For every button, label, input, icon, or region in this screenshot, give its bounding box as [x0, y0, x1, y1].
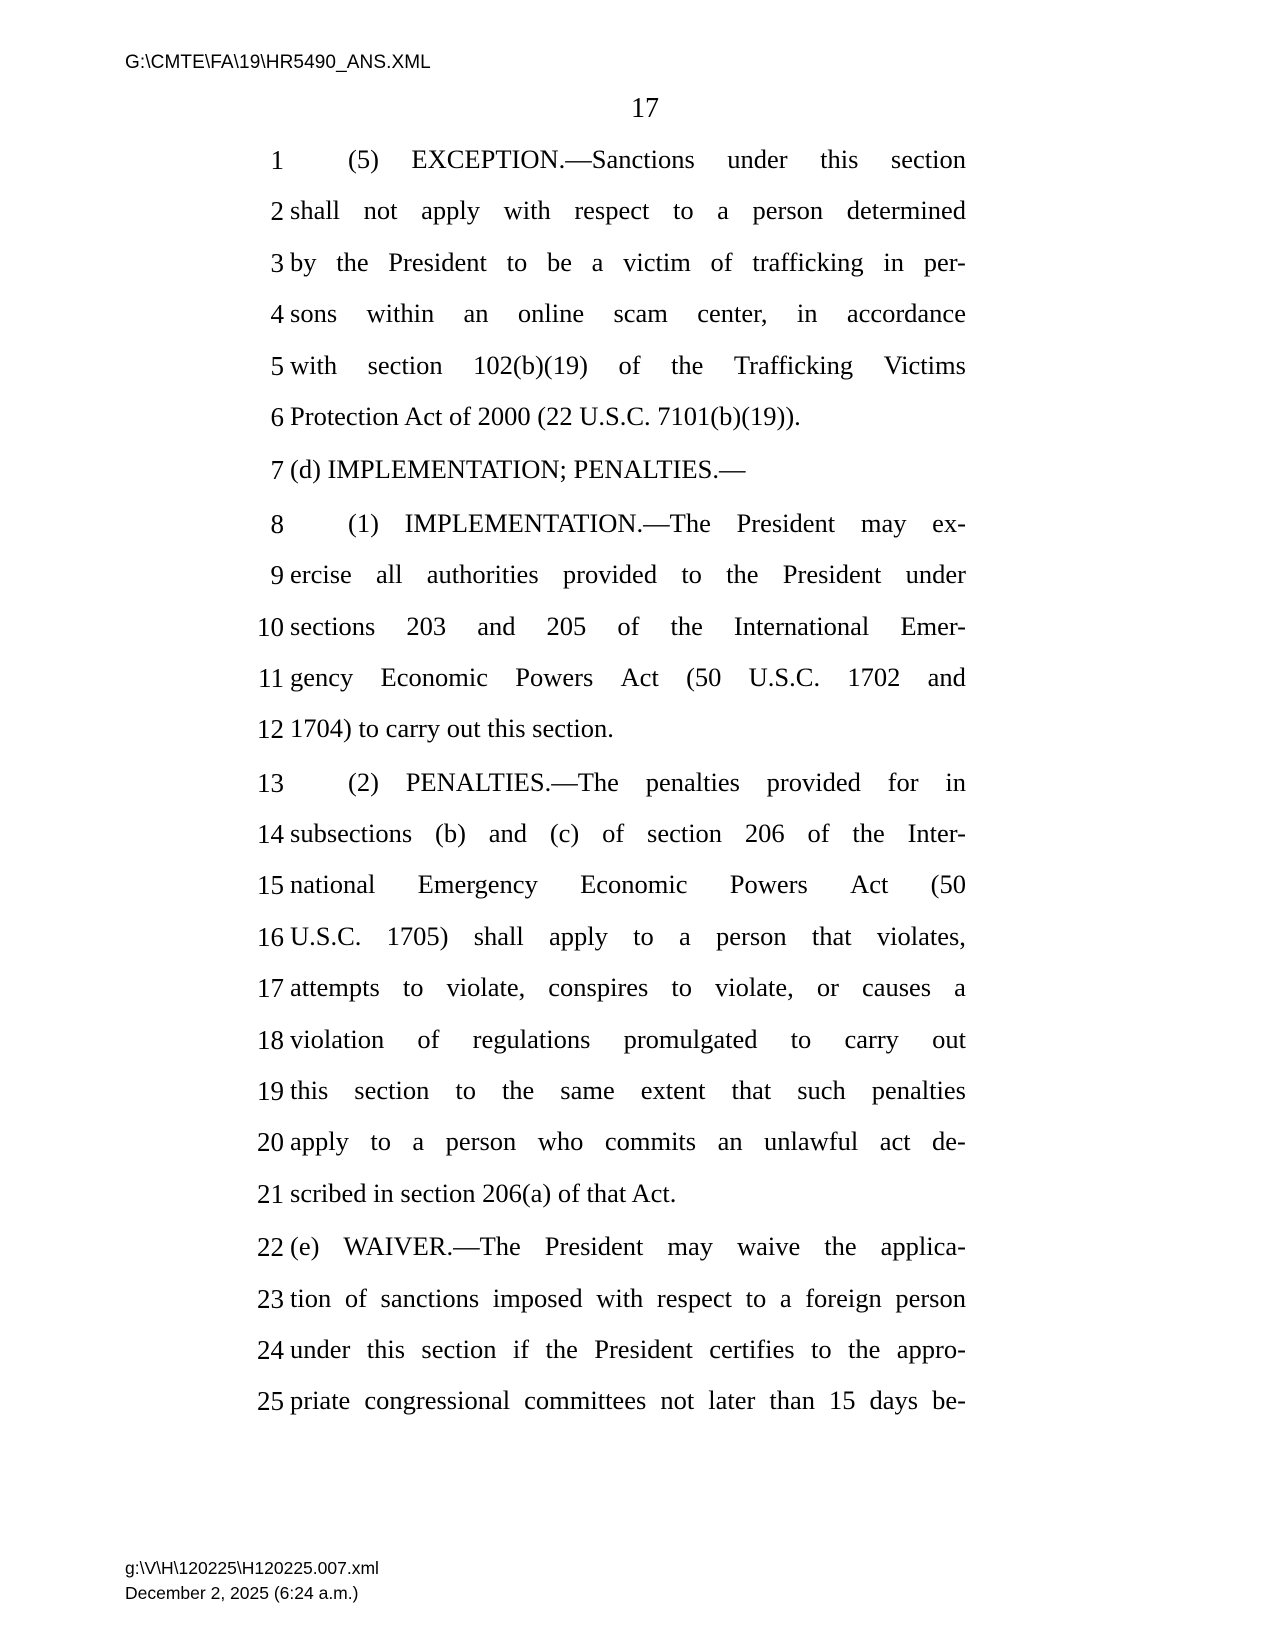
justified-line	[290, 1228, 966, 1264]
justified-line	[290, 141, 966, 177]
justified-line	[290, 815, 966, 851]
line-number: 5	[270, 350, 284, 381]
line-text	[290, 1021, 966, 1057]
word: unlawful	[764, 1126, 859, 1157]
word: 1702	[847, 661, 901, 692]
word: shall	[473, 920, 524, 951]
word: that	[811, 920, 852, 951]
word: sections	[290, 610, 376, 641]
bill-line	[0, 135, 1275, 186]
word: WAIVER.—The	[343, 1231, 521, 1262]
bill-line	[0, 341, 1275, 392]
justified-line	[290, 244, 966, 280]
word: foreign	[805, 1282, 882, 1313]
footer-file-path: g:\V\H\120225\H120225.007.xml	[125, 1558, 379, 1578]
word: same	[560, 1075, 615, 1106]
word: Victims	[883, 349, 966, 380]
line-text	[290, 969, 966, 1005]
word: days	[869, 1385, 919, 1416]
line-number: 14	[257, 819, 284, 850]
line-text	[290, 398, 966, 434]
line-text	[290, 556, 966, 592]
word: Act	[850, 869, 889, 900]
word: conspires	[548, 972, 649, 1003]
word: sanctions	[380, 1282, 480, 1313]
word: (e)	[290, 1231, 320, 1262]
word: (5)	[348, 144, 379, 174]
word: a	[954, 972, 966, 1003]
justified-line	[290, 1331, 966, 1367]
justified-line	[290, 608, 966, 644]
word: and	[477, 610, 516, 641]
word: in	[796, 298, 818, 329]
word: penalties	[645, 766, 740, 797]
word: 15	[828, 1385, 856, 1416]
bill-line	[0, 1066, 1275, 1117]
word: scam	[613, 298, 668, 329]
word: apply	[421, 195, 480, 226]
bill-line	[0, 704, 1275, 755]
word: 102(b)(19)	[473, 349, 588, 380]
word: causes	[861, 972, 932, 1003]
word: an	[463, 298, 489, 329]
word: per-	[923, 246, 966, 277]
line-number: 15	[257, 870, 284, 901]
justified-line	[290, 1072, 966, 1108]
word: imposed	[492, 1282, 583, 1313]
word: of	[710, 246, 733, 277]
word: to	[455, 1075, 476, 1106]
word: Inter-	[907, 818, 966, 849]
bill-line	[0, 653, 1275, 704]
line-number: 11	[258, 662, 284, 693]
word: all	[376, 559, 403, 590]
word: U.S.C.	[748, 661, 821, 692]
line-text	[290, 1331, 966, 1367]
word: person	[445, 1126, 517, 1157]
line-text	[290, 866, 966, 902]
bill-line	[0, 392, 1275, 443]
word: (b)	[435, 818, 466, 849]
word: commits	[604, 1126, 697, 1157]
word: section	[647, 818, 723, 849]
word: President	[594, 1333, 693, 1364]
bill-line	[0, 289, 1275, 340]
word: in	[945, 766, 966, 797]
word: violate,	[715, 972, 794, 1003]
word: person	[716, 920, 787, 951]
word: by	[290, 246, 317, 277]
bill-line	[0, 445, 1275, 496]
line-number: 2	[270, 196, 284, 227]
line-number: 8	[270, 508, 284, 539]
word: violation	[290, 1023, 385, 1054]
justified-line	[290, 1123, 966, 1159]
word: may	[667, 1231, 713, 1262]
line-run: Protection Act of 2000 (22 U.S.C. 7101(b)(19)).	[290, 400, 801, 431]
line-text	[290, 1228, 966, 1264]
word: sons	[290, 298, 338, 329]
bill-line	[0, 1169, 1275, 1220]
document-footer	[125, 1556, 379, 1606]
word: the	[545, 1333, 578, 1364]
word: this	[290, 1075, 329, 1106]
document-header-path: G:\CMTE\FA\19\HR5490_ANS.XML	[125, 52, 431, 73]
word: if	[512, 1333, 530, 1364]
word: EXCEPTION.—Sanctions	[411, 144, 695, 174]
word: (c)	[549, 818, 580, 849]
line-text	[290, 815, 966, 851]
word: than	[769, 1385, 815, 1416]
word: a	[679, 920, 691, 951]
word: 206	[744, 818, 785, 849]
word: waive	[736, 1231, 801, 1262]
bill-line	[0, 602, 1275, 653]
word: (2)	[348, 766, 379, 797]
word: person	[752, 195, 824, 226]
line-text	[290, 295, 966, 331]
word: committees	[524, 1385, 647, 1416]
word: PENALTIES.—The	[405, 766, 619, 797]
line-text	[290, 1175, 966, 1211]
word: to	[810, 1333, 832, 1364]
word: act	[879, 1126, 911, 1157]
word: ercise	[290, 559, 352, 590]
word: the	[670, 610, 703, 641]
justified-line	[290, 969, 966, 1005]
word: ex-	[932, 507, 966, 538]
word: a	[717, 195, 729, 226]
word: to	[672, 195, 694, 226]
word: of	[417, 1023, 440, 1054]
word: determined	[846, 195, 966, 226]
word: Emergency	[417, 869, 538, 900]
word: this	[820, 144, 859, 174]
justified-line	[290, 918, 966, 954]
line-number: 13	[257, 767, 284, 798]
word: attempts	[290, 972, 380, 1003]
justified-line	[290, 505, 966, 541]
word: the	[852, 818, 885, 849]
word: applica-	[880, 1231, 966, 1262]
word: President	[782, 559, 882, 590]
word: such	[797, 1075, 846, 1106]
word: extent	[640, 1075, 706, 1106]
line-text	[290, 244, 966, 280]
word: promulgated	[623, 1023, 758, 1054]
word: respect	[574, 195, 650, 226]
justified-line	[290, 1021, 966, 1057]
bill-line	[0, 809, 1275, 860]
small-caps-heading: IMPLEMENTATION.	[404, 507, 644, 538]
line-text	[290, 141, 966, 177]
word: under	[727, 144, 788, 174]
word: appro-	[896, 1333, 966, 1364]
word: person	[895, 1282, 966, 1313]
word: subsections	[290, 818, 413, 849]
word: 1705)	[386, 920, 449, 951]
line-text	[290, 1123, 966, 1159]
small-caps-heading: IMPLEMENTATION; PENALTIES.	[327, 454, 719, 485]
line-run: scribed in section 206(a) of that Act.	[290, 1177, 677, 1208]
bill-line	[0, 1376, 1275, 1427]
word: Emer-	[900, 610, 966, 641]
bill-line	[0, 238, 1275, 289]
word: under	[290, 1333, 351, 1364]
word: this	[366, 1333, 406, 1364]
bill-line	[0, 550, 1275, 601]
line-text	[290, 192, 966, 228]
bill-line	[0, 860, 1275, 911]
word: U.S.C.	[290, 920, 362, 951]
word: section	[890, 144, 966, 174]
word: (1)	[348, 507, 379, 538]
small-caps-heading: WAIVER.	[343, 1231, 454, 1262]
word: gency	[290, 661, 354, 692]
word: the	[336, 246, 369, 277]
word: de-	[932, 1126, 966, 1157]
justified-line	[290, 192, 966, 228]
word: who	[537, 1126, 584, 1157]
word: apply	[549, 920, 608, 951]
word: in	[883, 246, 905, 277]
word: Act	[620, 661, 659, 692]
word: to	[633, 920, 654, 951]
line-run: 1704) to carry out this section.	[290, 713, 614, 744]
justified-line	[290, 866, 966, 902]
word: violates,	[876, 920, 966, 951]
word: section	[421, 1333, 497, 1364]
small-caps-heading: EXCEPTION.	[411, 144, 566, 174]
justified-line	[290, 659, 966, 695]
line-number: 10	[257, 611, 284, 642]
small-caps-heading: PENALTIES.	[405, 766, 552, 797]
bill-line	[0, 1325, 1275, 1376]
word: carry	[844, 1023, 899, 1054]
word: national	[290, 869, 376, 900]
word: be	[546, 246, 572, 277]
word: the	[847, 1333, 881, 1364]
word: Powers	[515, 661, 594, 692]
line-number: 12	[257, 714, 284, 745]
word: President	[388, 246, 487, 277]
word: an	[717, 1126, 743, 1157]
word: violate,	[446, 972, 526, 1003]
word: (50	[686, 661, 722, 692]
bill-line	[0, 1222, 1275, 1273]
word: to	[671, 972, 693, 1003]
word: with	[596, 1282, 644, 1313]
line-number: 22	[257, 1232, 284, 1263]
word: of	[602, 818, 625, 849]
word: penalties	[871, 1075, 966, 1106]
line-number: 16	[257, 921, 284, 952]
line-text	[290, 1382, 966, 1418]
word: tion	[290, 1282, 332, 1313]
word: President	[544, 1231, 644, 1262]
line-text	[290, 710, 966, 746]
line-text	[290, 1280, 966, 1316]
word: may	[860, 507, 907, 538]
line-text	[290, 659, 966, 695]
word: a	[779, 1282, 792, 1313]
word: authorities	[426, 559, 539, 590]
word: or	[816, 972, 839, 1003]
word: under	[905, 559, 966, 590]
word: the	[671, 349, 704, 380]
bill-line	[0, 499, 1275, 550]
word: online	[517, 298, 585, 329]
word: 205	[546, 610, 587, 641]
line-text	[290, 764, 966, 800]
line-number: 24	[257, 1334, 284, 1365]
word: accordance	[846, 298, 966, 329]
word: congressional	[364, 1385, 511, 1416]
justified-line	[290, 295, 966, 331]
line-number: 23	[257, 1283, 284, 1314]
line-number: 25	[257, 1386, 284, 1417]
word: not	[660, 1385, 695, 1416]
bill-line	[0, 758, 1275, 809]
word: later	[708, 1385, 756, 1416]
line-number: 6	[270, 401, 284, 432]
word: and	[927, 661, 966, 692]
word: priate	[290, 1385, 351, 1416]
word: of	[617, 610, 640, 641]
word: IMPLEMENTATION.—The	[404, 507, 711, 538]
word: not	[363, 195, 398, 226]
word: be-	[932, 1385, 966, 1416]
bill-text-body	[0, 133, 1275, 1428]
line-number: 18	[257, 1024, 284, 1055]
word: a	[591, 246, 604, 277]
word: of	[618, 349, 641, 380]
word: that	[731, 1075, 772, 1106]
page-number	[0, 93, 1275, 125]
word: Trafficking	[733, 349, 854, 380]
word: to	[402, 972, 424, 1003]
line-number: 1	[270, 145, 284, 175]
word: with	[290, 349, 338, 380]
page-number-value: 17	[631, 93, 659, 124]
word: with	[503, 195, 551, 226]
word: within	[366, 298, 435, 329]
word: of	[344, 1282, 367, 1313]
bill-line	[0, 1117, 1275, 1168]
word: apply	[290, 1126, 349, 1157]
word: the	[824, 1231, 857, 1262]
footer-timestamp: December 2, 2025 (6:24 a.m.)	[125, 1583, 359, 1603]
line-text	[290, 347, 966, 383]
word: Economic	[380, 661, 488, 692]
word: and	[488, 818, 528, 849]
line-number: 9	[270, 560, 284, 591]
line-number: 21	[257, 1178, 284, 1209]
bill-line	[0, 963, 1275, 1014]
line-number: 7	[270, 455, 284, 486]
line-text	[290, 608, 966, 644]
word: a	[412, 1126, 425, 1157]
justified-line	[290, 556, 966, 592]
word: Powers	[729, 869, 808, 900]
word: the	[501, 1075, 535, 1106]
justified-line	[290, 764, 966, 800]
word: shall	[290, 195, 341, 226]
word: 203	[406, 610, 447, 641]
line-number: 20	[257, 1127, 284, 1158]
word: to	[745, 1282, 767, 1313]
word: victim	[623, 246, 691, 277]
word: section	[354, 1075, 430, 1106]
word: trafficking	[752, 246, 864, 277]
word: center,	[697, 298, 768, 329]
word: respect	[656, 1282, 732, 1313]
word: (50	[930, 869, 966, 900]
line-text	[290, 451, 966, 487]
word: President	[736, 507, 836, 538]
word: to	[681, 559, 702, 590]
word: the	[726, 559, 759, 590]
word: provided	[562, 559, 658, 590]
line-number: 19	[257, 1076, 284, 1107]
word: International	[733, 610, 870, 641]
word: of	[807, 818, 830, 849]
word: Economic	[580, 869, 688, 900]
line-text	[290, 505, 966, 541]
line-text	[290, 1072, 966, 1108]
justified-line	[290, 1382, 966, 1418]
bill-line	[0, 1015, 1275, 1066]
line-text	[290, 918, 966, 954]
bill-line	[0, 1274, 1275, 1325]
word: to	[370, 1126, 391, 1157]
justified-line	[290, 1280, 966, 1316]
bill-line	[0, 912, 1275, 963]
word: for	[887, 766, 919, 797]
line-number: 17	[257, 973, 284, 1004]
word: out	[932, 1023, 966, 1054]
word: to	[790, 1023, 812, 1054]
line-run: (d) IMPLEMENTATION; PENALTIES.—	[290, 454, 746, 485]
line-number: 4	[270, 299, 284, 330]
word: certifies	[709, 1333, 795, 1364]
word: provided	[766, 766, 861, 797]
bill-line	[0, 186, 1275, 237]
word: to	[506, 246, 528, 277]
word: regulations	[472, 1023, 591, 1054]
justified-line	[290, 347, 966, 383]
word: section	[367, 349, 443, 380]
line-number: 3	[270, 247, 284, 278]
